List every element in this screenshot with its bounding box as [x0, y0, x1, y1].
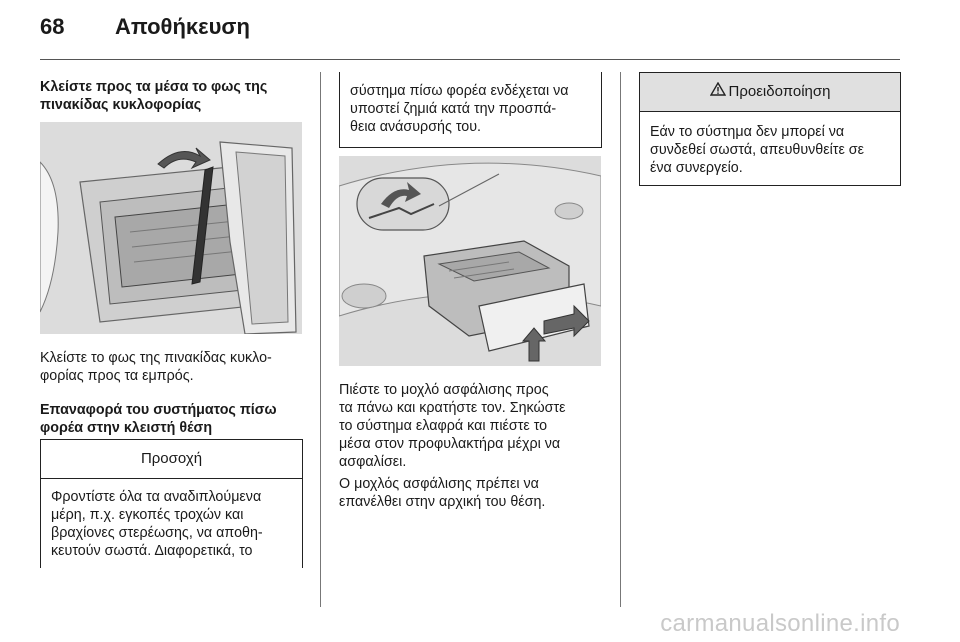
caution-box — [40, 439, 303, 568]
paragraph-close-light: Κλείστε το φως της πινακίδας κυκλο- φορίας προς τα εμπρός. — [40, 350, 272, 384]
column-divider-2 — [620, 72, 621, 607]
illustration-carrier-insert — [339, 156, 601, 366]
paragraph-lever-return: Ο μοχλός ασφάλισης πρέπει να επανέλθει στην αρχική του θέση. — [339, 476, 546, 510]
illustration-license-plate-light — [40, 122, 302, 334]
warning-title: Προειδοποίηση — [728, 83, 831, 100]
caution-text: Φροντίστε όλα τα αναδιπλούμενα μέρη, π.χ. εγκοπές τροχών και βραχίονες στερέωσης, να αποθη- κευτούν σωστά. Διαφορετικά, το — [51, 489, 263, 559]
caution-text-continued: σύστημα πίσω φορέα ενδέχεται να υποστεί ζημιά κατά την προσπά- θεια ανάσυρσής του. — [350, 83, 569, 135]
warning-text: Εάν το σύστημα δεν μπορεί να συνδεθεί σωστά, απευθυνθείτε σε ένα συνεργείο. — [650, 124, 864, 176]
warning-header — [640, 73, 900, 112]
section-heading-restore-carrier: Επαναφορά του συστήματος πίσω φορέα στην κλειστή θέση — [40, 402, 277, 436]
chapter-title: Αποθήκευση — [115, 14, 250, 39]
watermark: carmanualsonline.info — [660, 610, 900, 637]
paragraph-press-lever: Πιέστε το μοχλό ασφάλισης προς τα πάνω και κρατήστε τον. Σηκώστε το σύστημα ελαφρά και πιέστε το μέσα στον προφυλακτήρα μέχρι να ασφαλίσει. — [339, 382, 566, 470]
header-divider — [40, 59, 900, 60]
warning-icon — [710, 73, 726, 111]
section-heading-close-light: Κλείστε προς τα μέσα το φως της πινακίδας κυκλοφορίας — [40, 79, 268, 113]
caution-title: Προσοχή — [41, 440, 302, 479]
caution-box-continued — [339, 72, 602, 148]
page-number: 68 — [40, 14, 65, 39]
warning-box — [639, 72, 901, 186]
column-divider-1 — [320, 72, 321, 607]
